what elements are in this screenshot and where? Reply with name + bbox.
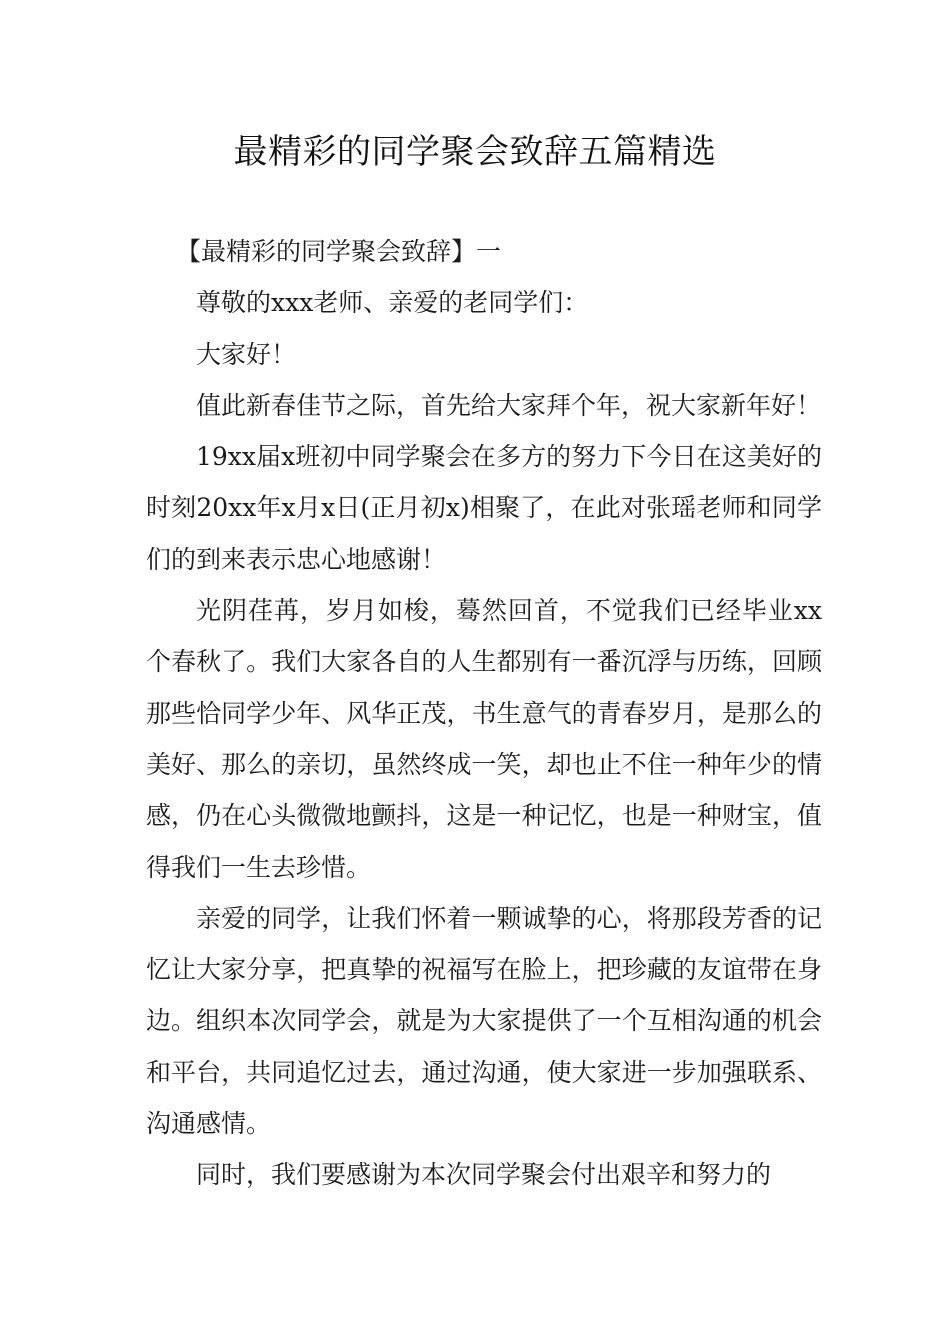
paragraph: 光阴荏苒，岁月如梭，蓦然回首，不觉我们已经毕业xx个春秋了。我们大家各自的人生都别有一番沉浮与历练，回顾那些恰同学少年、风华正茂，书生意气的青春岁月，是那么的美好、那么的亲切，虽然终成一笑，却也止不住一种年少的情感，仍在心头微微地颤抖，这是一种记忆，也是一种财宝，值得我们一生去珍惜。 [146,596,822,882]
section-heading: 【最精彩的同学聚会致辞】一 [176,237,502,266]
greeting: 大家好！ [196,339,297,369]
document-title: 最精彩的同学聚会致辞五篇精选 [233,132,717,172]
paragraph: 同时，我们要感谢为本次同学聚会付出艰辛和努力的 [196,1160,772,1190]
paragraph: 亲爱的同学，让我们怀着一颗诚挚的心，将那段芳香的记忆让大家分享，把真挚的祝福写在脸上，把珍藏的友谊带在身边。组织本次同学会，就是为大家提供了一个互相沟通的机会和平台，共同追忆过去，通过沟通，使大家进一步加强联系、沟通感情。 [146,903,822,1139]
salutation: 尊敬的xxx老师、亲爱的老同学们： [196,288,589,318]
paragraph: 19xx届x班初中同学聚会在多方的努力下今日在这美好的时刻20xx年x月x日(正月初x)相聚了，在此对张瑶老师和同学们的到来表示忠心地感谢！ [146,442,822,574]
document-body [146,226,822,1201]
paragraph: 值此新春佳节之际，首先给大家拜个年，祝大家新年好！ [196,390,822,420]
